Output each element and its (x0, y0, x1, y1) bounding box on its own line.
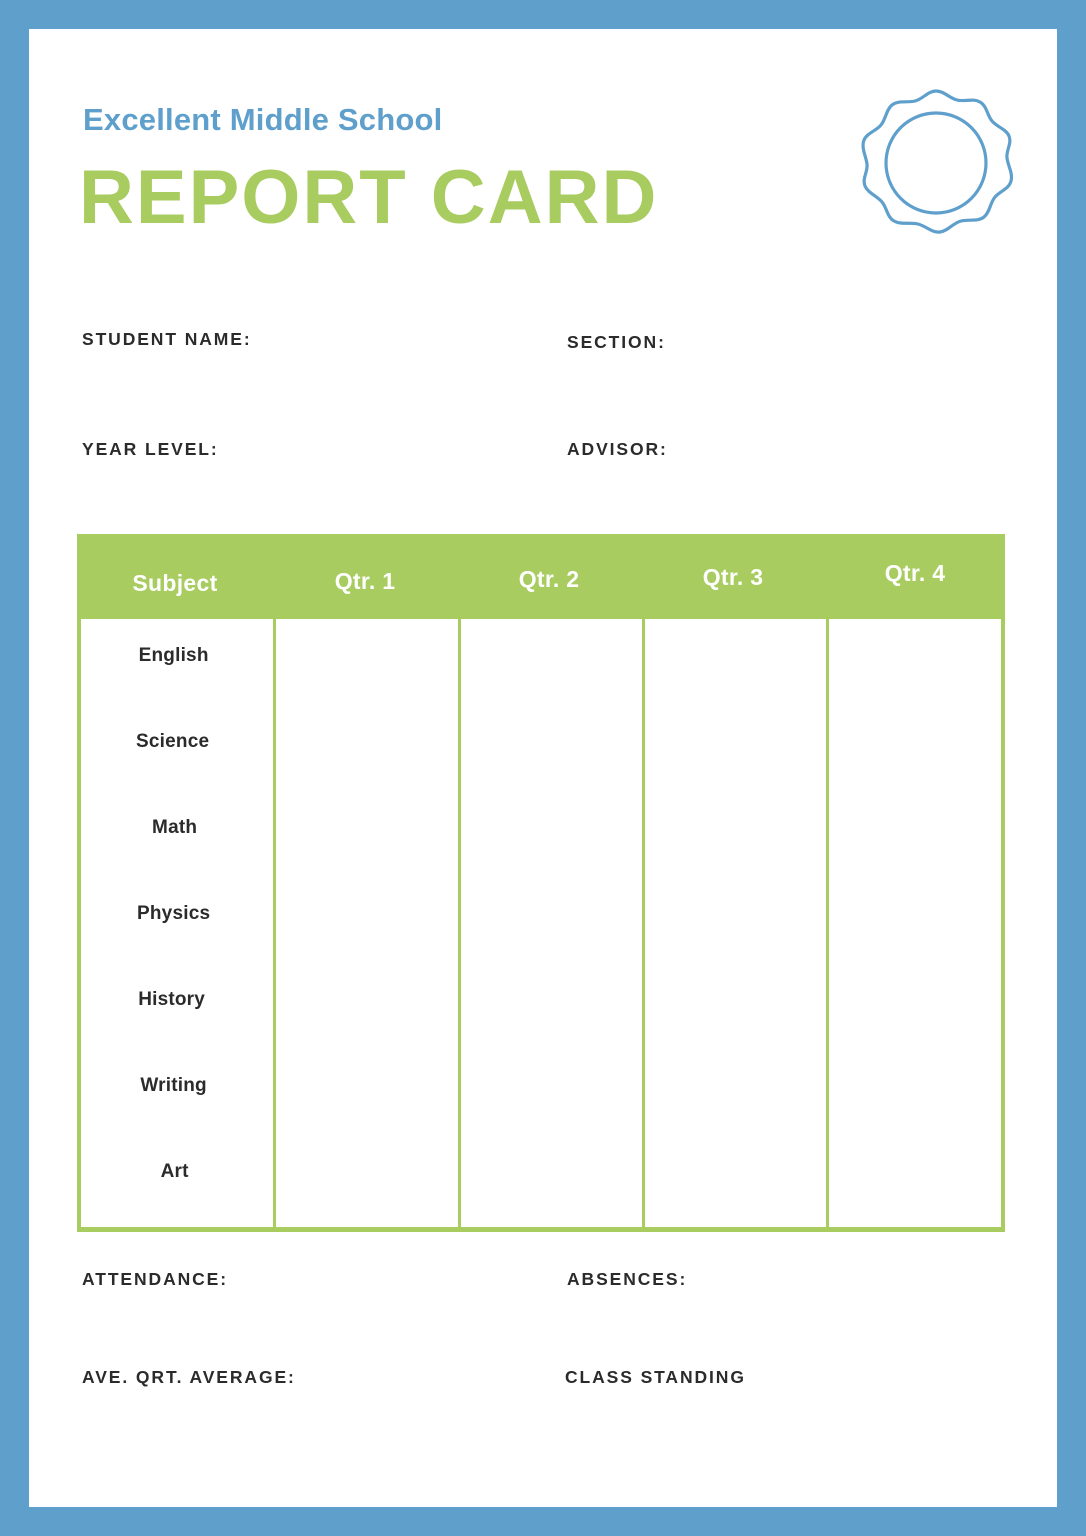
column-header-subject (77, 534, 273, 619)
section-label: SECTION: (567, 332, 666, 352)
subject-label: History (138, 989, 206, 1010)
qtr4-grades-column[interactable] (826, 619, 1001, 1227)
absences-label: ABSENCES: (567, 1269, 688, 1289)
attendance-label: ATTENDANCE: (82, 1269, 228, 1289)
ave-qrt-average-label: AVE. QRT. AVERAGE: (82, 1367, 296, 1387)
page-title: REPORT CARD (79, 155, 659, 240)
subject-label: Writing (140, 1075, 207, 1096)
subject-label: Math (152, 817, 198, 838)
column-header-qtr3 (641, 534, 825, 619)
column-header-qtr4 (825, 534, 1005, 619)
table-header-row (77, 534, 1005, 619)
class-standing-label: CLASS STANDING (565, 1367, 746, 1387)
school-name: Excellent Middle School (83, 102, 443, 137)
subject-label: Science (136, 731, 210, 752)
subject-label: Physics (137, 903, 211, 924)
subject-label: Art (160, 1161, 189, 1182)
student-name-label: STUDENT NAME: (82, 329, 252, 349)
qtr2-grades-column[interactable] (458, 619, 639, 1227)
grade-table (77, 534, 1005, 1232)
column-header-qtr1-label: Qtr. 1 (334, 568, 396, 594)
table-body (77, 619, 1005, 1232)
advisor-label: ADVISOR: (567, 439, 668, 459)
scalloped-seal-icon (856, 84, 1016, 244)
column-header-subject-label: Subject (132, 570, 218, 596)
year-level-label: YEAR LEVEL: (82, 439, 219, 459)
qtr3-grades-column[interactable] (642, 619, 823, 1227)
column-header-qtr2 (457, 534, 641, 619)
column-header-qtr3-label: Qtr. 3 (702, 564, 764, 590)
subject-column (81, 619, 270, 1227)
page-sheet (29, 29, 1057, 1507)
subject-label: English (138, 645, 209, 666)
column-header-qtr4-label: Qtr. 4 (884, 560, 946, 586)
qtr1-grades-column[interactable] (273, 619, 454, 1227)
column-header-qtr1 (273, 534, 457, 619)
column-header-qtr2-label: Qtr. 2 (518, 566, 580, 592)
